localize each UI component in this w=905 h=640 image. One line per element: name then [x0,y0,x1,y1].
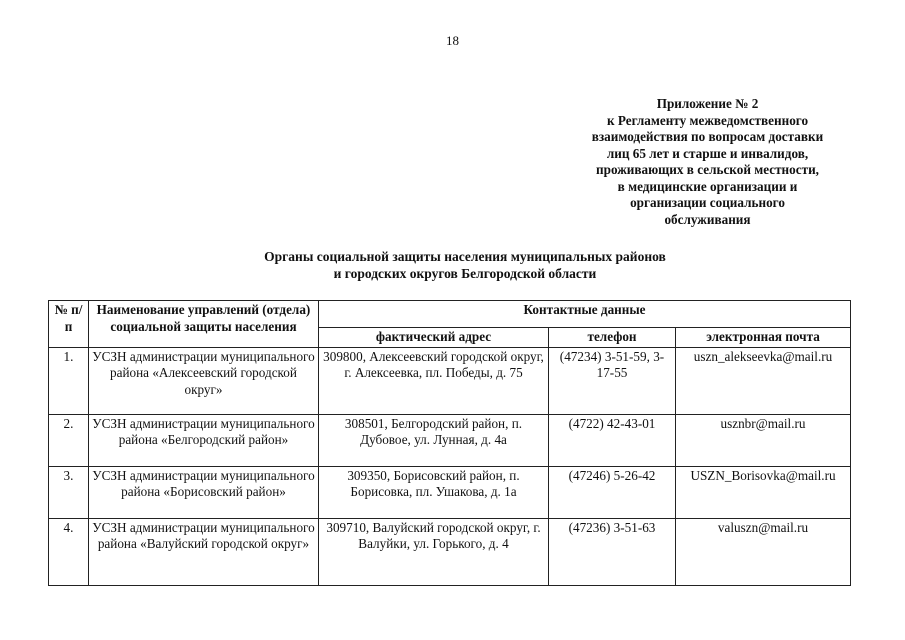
appendix-line: обслуживания [664,211,751,227]
phone-cell: (47246) 5-26-42 [549,466,676,518]
address-cell: 308501, Белгородский район, п. Дубовое, ул. Лунная, д. 4а [319,414,549,466]
document-title [150,248,780,282]
email-cell: USZN_Borisovka@mail.ru [676,466,851,518]
contacts-table [48,300,851,586]
column-header-phone: телефон [549,328,676,348]
appendix-line: проживающих в сельской местности, [596,162,819,177]
appendix-line: организации социального [630,195,785,210]
appendix-line: к Регламенту межведомственного [606,112,809,128]
appendix-line: лиц 65 лет и старше и инвалидов, [606,145,809,161]
phone-cell: (4722) 42-43-01 [549,414,676,466]
appendix-line: Приложение № 2 [656,96,759,111]
email-cell: uszn_alekseevka@mail.ru [676,347,851,414]
organization-name: УСЗН администрации муниципального района «Валуйский городской округ» [89,518,319,585]
table-header-row [49,301,851,328]
table-row [49,347,851,414]
email-cell: valuszn@mail.ru [676,518,851,585]
title-line: и городских округов Белгородской области [333,266,597,281]
appendix-line: взаимодействия по вопросам доставки [591,129,824,144]
address-cell: 309350, Борисовский район, п. Борисовка, пл. Ушакова, д. 1а [319,466,549,518]
address-cell: 309710, Валуйский городской округ, г. Валуйки, ул. Горького, д. 4 [319,518,549,585]
email-cell: usznbr@mail.ru [676,414,851,466]
column-header-number: № п/п [49,301,89,348]
table-row [49,414,851,466]
column-header-organization: Наименование управлений (отдела) социальной защиты населения [89,301,319,348]
column-header-address: фактический адрес [319,328,549,348]
page-number: 18 [446,33,459,48]
row-number: 1. [49,347,89,414]
table-row [49,466,851,518]
organization-name: УСЗН администрации муниципального района «Белгородский район» [89,414,319,466]
address-cell: 309800, Алексеевский городской округ, г. Алексеевка, пл. Победы, д. 75 [319,347,549,414]
phone-cell: (47234) 3-51-59, 3-17-55 [549,347,676,414]
column-group-contacts: Контактные данные [319,301,851,328]
table-row [49,518,851,585]
title-line: Органы социальной защиты населения муниципальных районов [264,249,666,264]
appendix-line: в медицинские организации и [617,178,798,194]
row-number: 2. [49,414,89,466]
row-number: 4. [49,518,89,585]
organization-name: УСЗН администрации муниципального района «Алексеевский городской округ» [89,347,319,414]
row-number: 3. [49,466,89,518]
appendix-header [560,96,855,228]
phone-cell: (47236) 3-51-63 [549,518,676,585]
column-header-email: электронная почта [676,328,851,348]
organization-name: УСЗН администрации муниципального района «Борисовский район» [89,466,319,518]
